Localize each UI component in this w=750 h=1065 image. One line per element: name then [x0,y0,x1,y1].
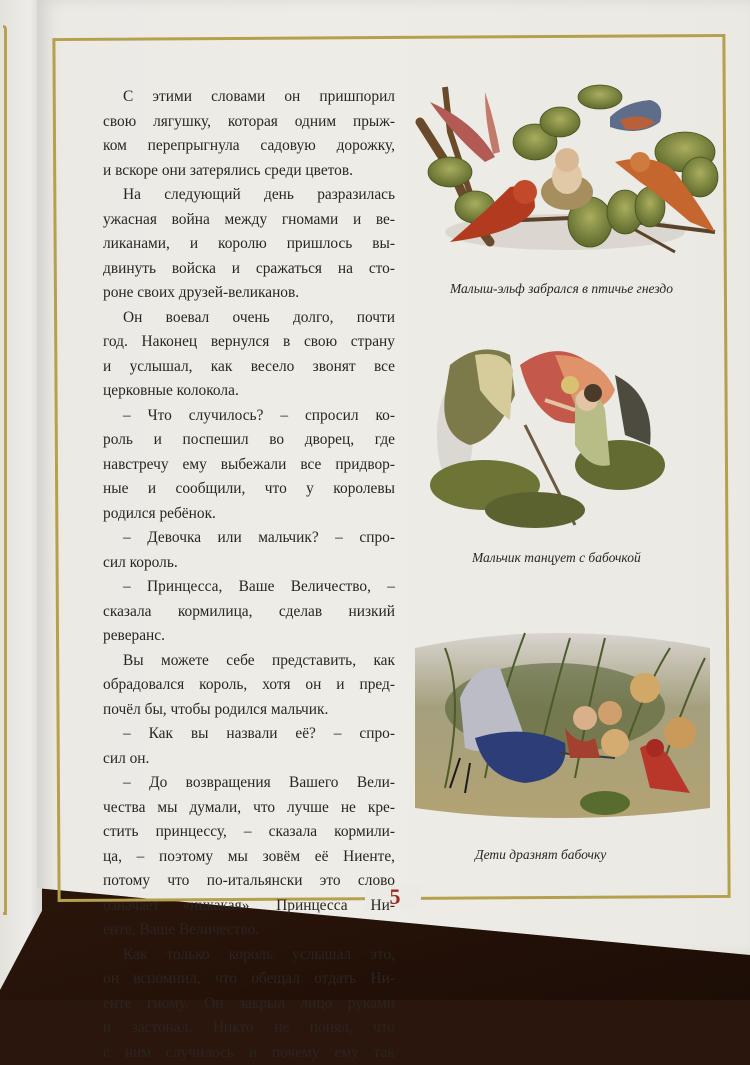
text-line: – Принцесса, Ваше Величество, – [103,575,395,600]
page-number: 5 [390,884,401,910]
text-line: год. Наконец вернулся в свою страну [103,330,395,355]
illustration-children-teasing-butterfly [405,608,720,830]
text-line: свою лягушку, которая одним прыж- [103,110,395,135]
text-line: ликанами, и королю пришлось вы- [103,232,395,257]
text-line: означает «никакая». Принцесса Ни- [103,894,395,919]
illustration-boy-with-butterfly [425,335,680,535]
text-line: и застонал. Никто не понял, что [103,1016,395,1041]
text-line: ком перепрыгнула садовую дорожку, [103,134,395,159]
text-line: роль и поспешил во дворец, где [103,428,395,453]
text-line: сил он. [103,747,395,772]
underlying-page-frame [3,25,7,915]
text-line: – Девочка или мальчик? – спро- [103,526,395,551]
text-line: он вспомнил, что обещал отдать Ни- [103,967,395,992]
text-line: – До возвращения Вашего Вели- [103,771,395,796]
text-line: стить принцессу, – сказала кормили- [103,820,395,845]
text-line: чества мы думали, что лучше не кре- [103,796,395,821]
text-line: – Как вы назвали её? – спро- [103,722,395,747]
text-line: енте гному. Он закрыл лицо руками [103,992,395,1017]
text-line: С этими словами он пришпорил [103,85,395,110]
illustration-elf-in-nest [415,82,725,267]
text-line: потому что по-итальянски это слово [103,869,395,894]
text-line: и услышал, как весело звонят все [103,355,395,380]
text-line: роне своих друзей-великанов. [103,281,395,306]
text-line: енте, Ваше Величество. [103,918,395,943]
text-line: ца, – поэтому мы зовём её Ниенте, [103,845,395,870]
text-line: На следующий день разразилась [103,183,395,208]
text-line: Он воевал очень долго, почти [103,306,395,331]
story-text-column [103,85,395,1065]
text-line: навстречу ему выбежали все придвор- [103,453,395,478]
text-line: Вы можете себе представить, как [103,649,395,674]
underlying-page-edge [0,0,42,990]
caption-illustration-3: Дети дразнят бабочку [475,847,606,863]
text-line: Как только король услышал это, [103,943,395,968]
text-line: – Что случилось? – спросил ко- [103,404,395,429]
text-line: ные и сообщили, что у королевы [103,477,395,502]
text-line: сил король. [103,551,395,576]
text-line: родился ребёнок. [103,502,395,527]
text-line: почёл бы, чтобы родился мальчик. [103,698,395,723]
text-line: церковные колокола. [103,379,395,404]
text-line: обрадовался король, хотя он и пред- [103,673,395,698]
text-line: реверанс. [103,624,395,649]
text-line: сказала кормилица, сделав низкий [103,600,395,625]
text-line: ужасная война между гномами и ве- [103,208,395,233]
caption-illustration-1: Малыш-эльф забрался в птичье гнездо [450,281,673,297]
text-line: двинуть войска и сражаться на сто- [103,257,395,282]
caption-illustration-2: Мальчик танцует с бабочкой [472,550,641,566]
text-line: и вскоре они затерялись среди цветов. [103,159,395,184]
text-line: с ним случилось и почему ему так [103,1041,395,1065]
